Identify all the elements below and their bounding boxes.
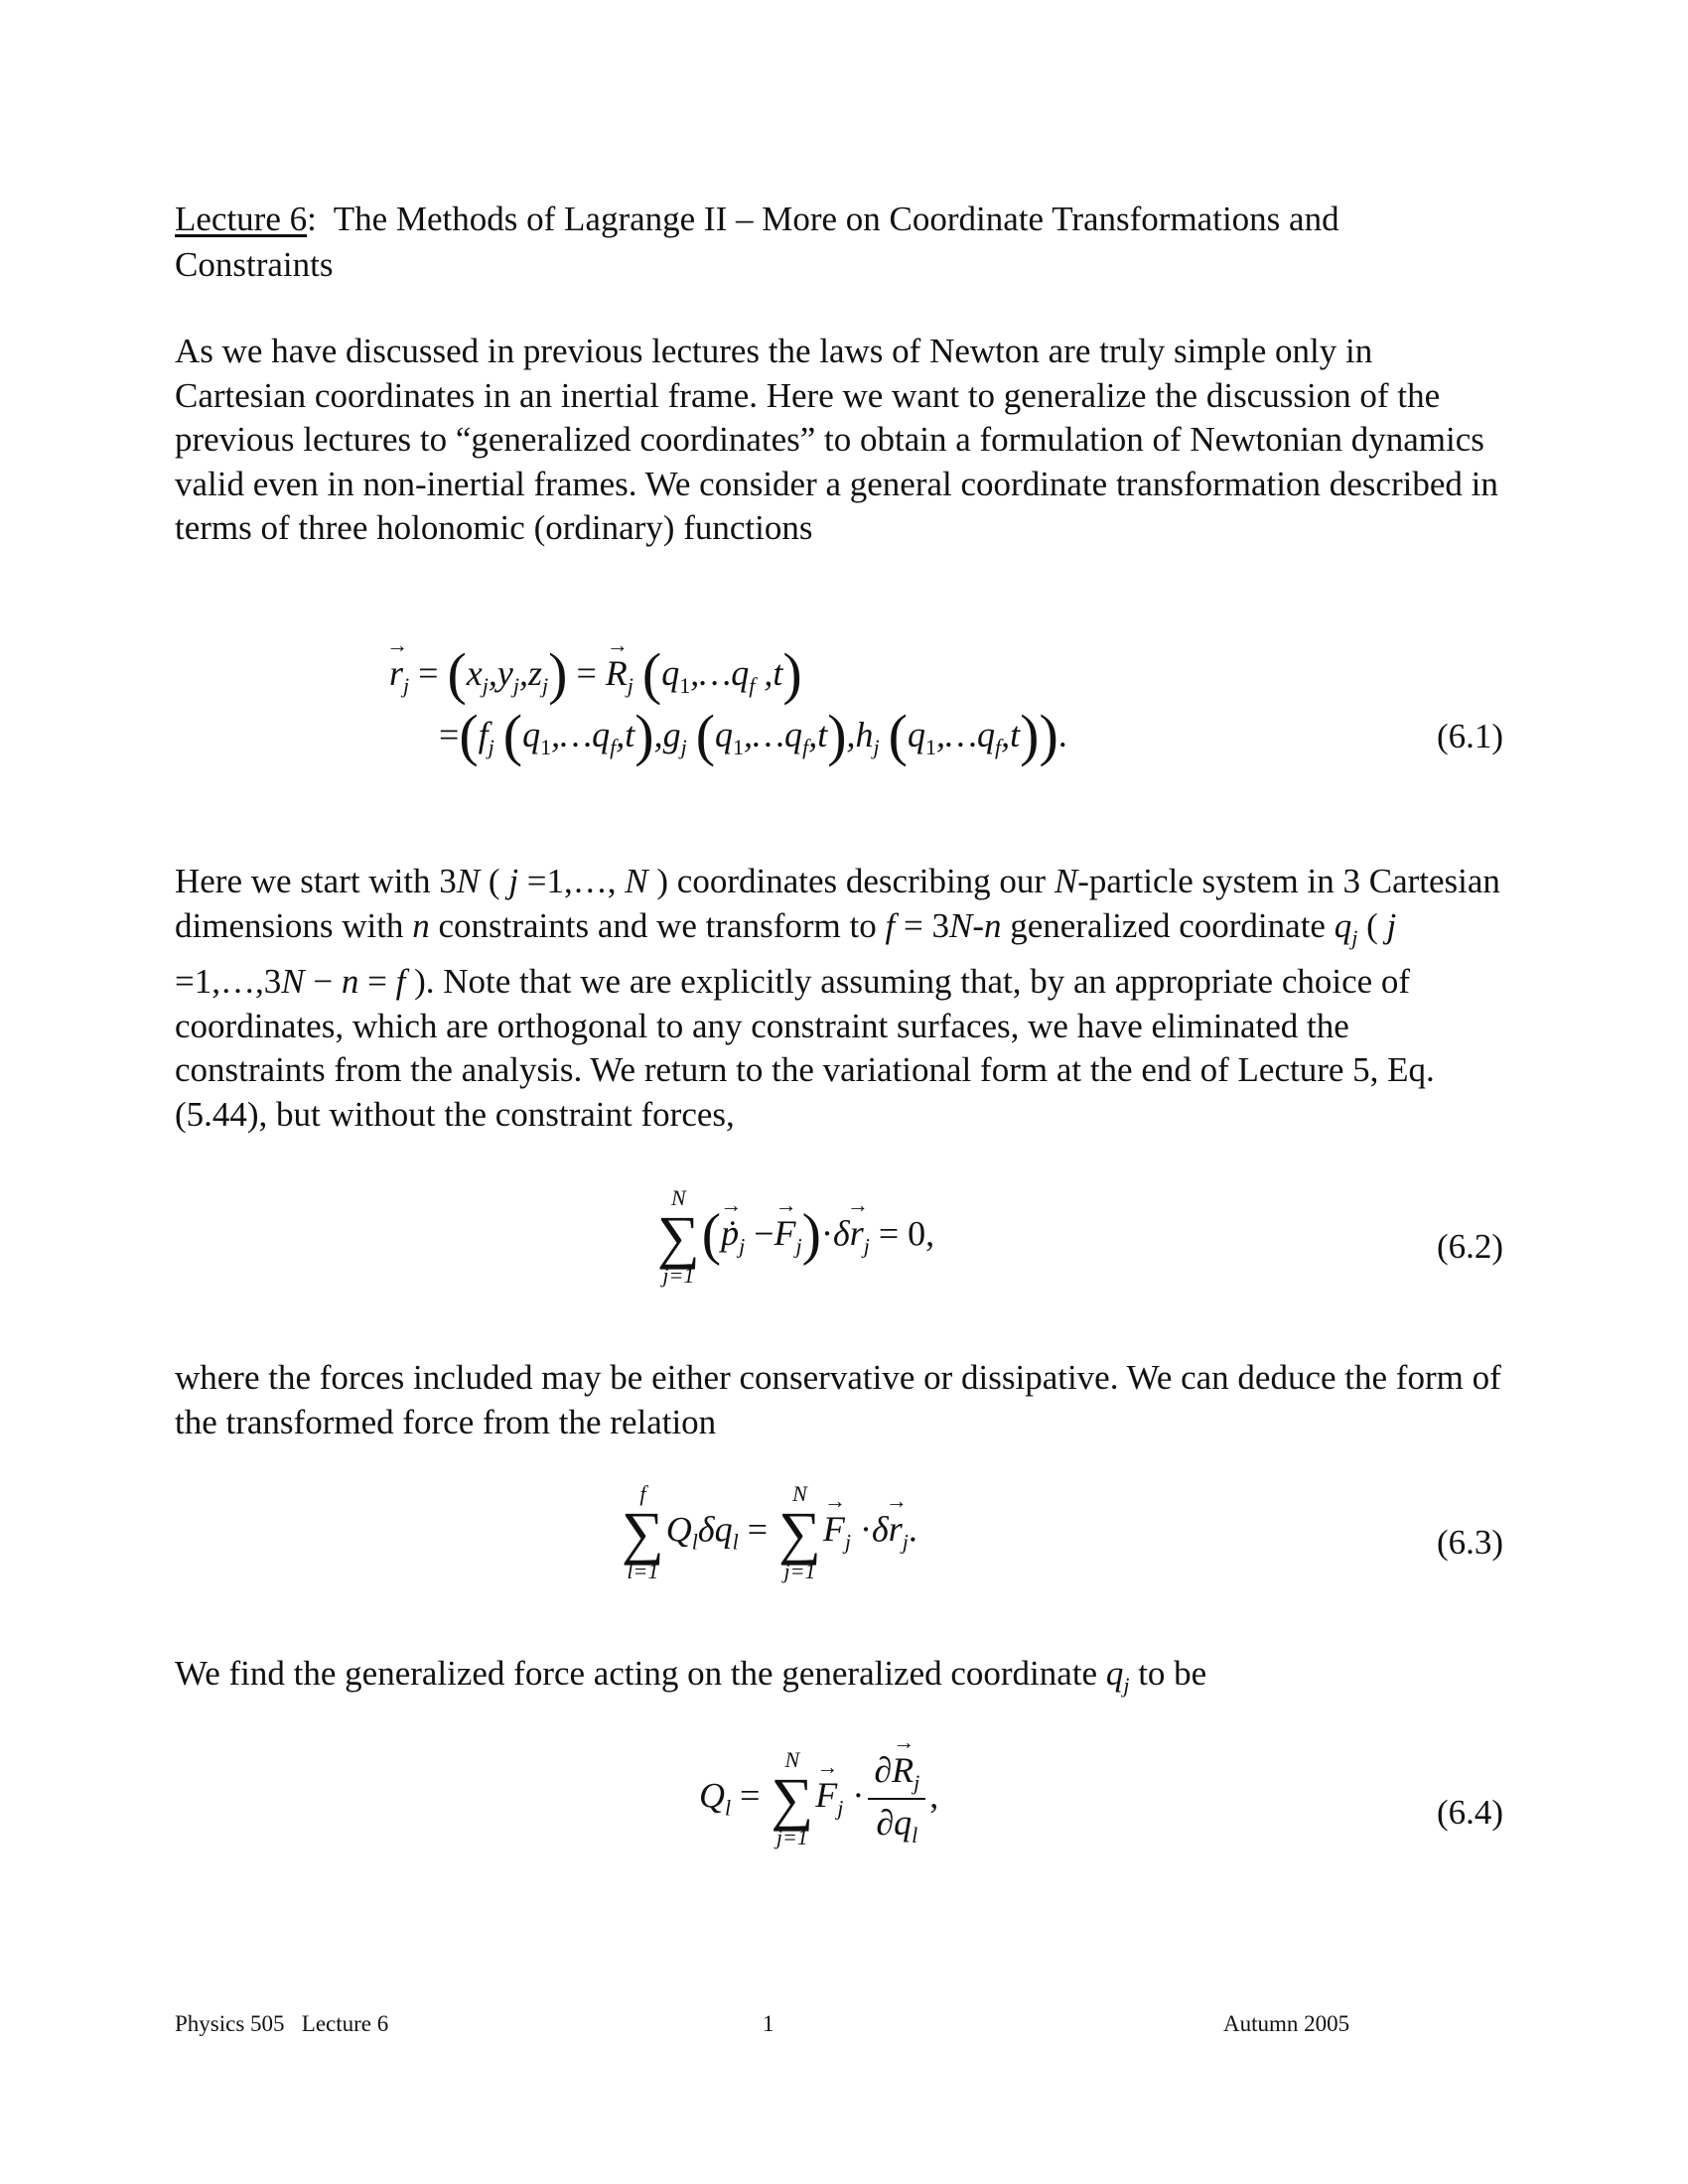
equation-6-3: f ∑ l=1 $Q_l\delta q_l$ = N ∑ j=1 → $F_j \cdot\delta\to r_j$. <box>620 1483 917 1582</box>
paragraph-generalized-force: We find the generalized force acting on the generalized coordinate $q_j$ to be <box>175 1654 1207 1698</box>
equation-6-1-line1: → $r_j = (x_j,y_j,z_j)$ = → $R_j$ ($q_1,\dots q_f$ ,t) <box>389 645 1067 703</box>
equation-number-6-2: (6.2) <box>1436 1227 1503 1266</box>
summation-symbol: N ∑ j=1 <box>771 1747 814 1849</box>
lecture-label: Lecture 6 <box>175 200 308 238</box>
equation-6-4: $Q_l$ = N ∑ j=1 → $F_j$ · $\frac{\partial\to R_j}{\partial q_l}$ , <box>699 1749 938 1848</box>
lecture-title: Lecture 6: The Methods of Lagrange II – More on Coordinate Transformations and Constraints <box>175 200 1348 284</box>
paragraph-intro: As we have discussed in previous lectures the laws of Newton are truly simple only in Cartesian coordinates in an inertial frame. Here we want to generalize the discussion of the previous lectures to “generalized coordinates” to obtain a formulation of Newtonian dynamics valid even in non-inertial frames. We consider a general coordinate transformation described in terms of three holonomic (ordinary) functions <box>175 332 1498 547</box>
footer-course: Physics 505 Lecture 6 <box>175 2011 389 2036</box>
equation-6-2: N ∑ j=1 (→ ṗ$_j$ −→ $F_j)\cdot\delta\to r_j = 0$, <box>655 1187 934 1287</box>
summation-symbol: N ∑ j=1 <box>657 1185 700 1288</box>
equation-6-1 <box>389 641 1067 767</box>
footer-term: Autumn 2005 <box>1223 2011 1350 2036</box>
equation-number-6-4: (6.4) <box>1436 1793 1503 1832</box>
paragraph-forces: where the forces included may be either conservative or dissipative. We can deduce the form of the transformed force from the relation <box>175 1358 1501 1441</box>
equation-number-6-1: (6.1) <box>1436 717 1503 755</box>
partial-derivative-fraction: $\frac{\partial\to R_j}{\partial q_l}$ <box>868 1749 925 1848</box>
paragraph-coordinates: Here we start with 3N ( j =1,…, N ) coordinates describing our N-particle system in 3 Cartesian dimensions with n constraints and we transform to f = 3N-n generalized coordinate $q_j$ ( j =1,…,3N − n = f ). Note that we are explicitly assuming that, by an appropriate choice of coordinates, which are orthogonal to any constraint surfaces, we have eliminated the constraints from the analysis. We return to the variational form at the end of Lecture 5, Eq. (5.44), but without the constraint forces, <box>175 862 1500 1134</box>
footer-page-number: 1 <box>763 2011 774 2036</box>
equation-6-1-line2: $=(f_j$ $(q_1,\dots q_f,t),g_j$ $(q_1,\dots q_f,t),h_j$ $(q_1,\dots q_f,t)$). <box>439 703 1067 767</box>
lecture-title-text: The Methods of Lagrange II – More on Coordinate Transformations and Constraints <box>175 200 1348 284</box>
summation-symbol: f ∑ l=1 <box>622 1481 664 1583</box>
summation-symbol: N ∑ j=1 <box>778 1481 821 1583</box>
equation-number-6-3: (6.3) <box>1436 1523 1503 1562</box>
